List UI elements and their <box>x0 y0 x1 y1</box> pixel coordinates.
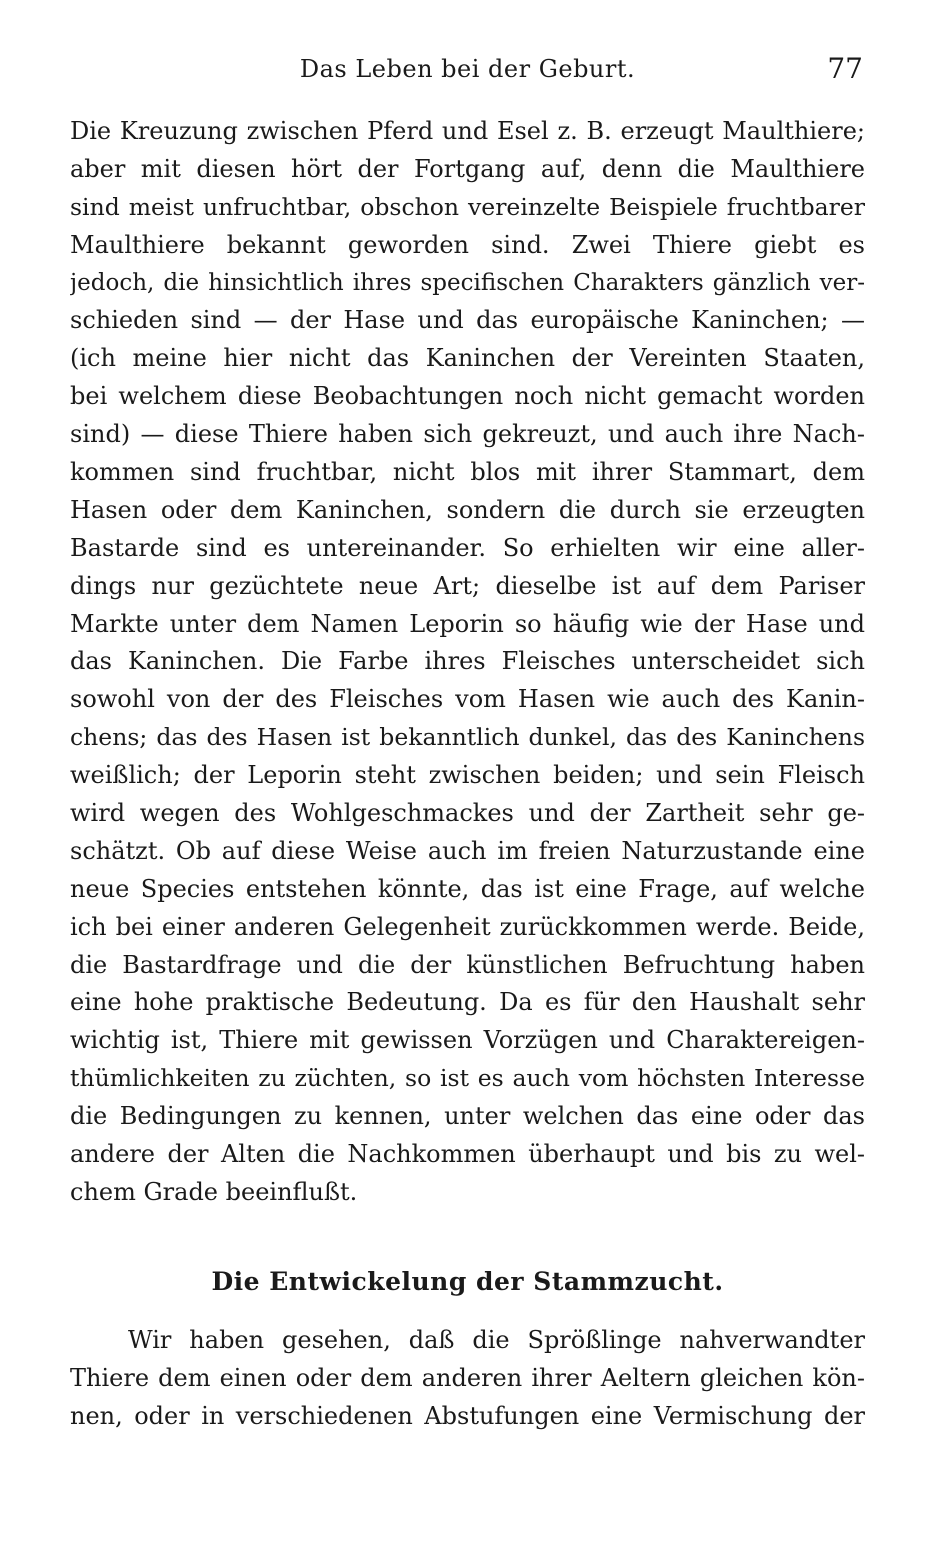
text-line: eine hohe praktische Bedeutung. Da es für den Haushalt sehr <box>70 988 865 1017</box>
text-line: sowohl von der des Fleisches vom Hasen wie auch des Kanin- <box>70 685 865 714</box>
text-line: die Bedingungen zu kennen, unter welchen das eine oder das <box>70 1102 865 1131</box>
text-line: Die Kreuzung zwischen Pferd und Esel z. B. erzeugt Maulthiere; <box>70 117 865 145</box>
text-line: kommen sind fruchtbar, nicht blos mit ihrer Stammart, dem <box>70 458 865 487</box>
text-line: wird wegen des Wohlgeschmackes und der Zartheit sehr ge- <box>70 799 865 828</box>
text-line: wichtig ist, Thiere mit gewissen Vorzügen und Charaktereigen- <box>70 1026 865 1055</box>
text-line: Bastarde sind es untereinander. So erhielten wir eine aller- <box>70 533 865 562</box>
text-line: nen, oder in verschiedenen Abstufungen eine Vermischung der <box>70 1401 865 1430</box>
page-number: 77 <box>827 52 863 85</box>
text-line: sind) — diese Thiere haben sich gekreuzt, und auch ihre Nach- <box>70 420 865 449</box>
text-line: dings nur gezüchtete neue Art; dieselbe ist auf dem Pariser <box>70 571 865 600</box>
text-line: Hasen oder dem Kaninchen, sondern die durch sie erzeugten <box>70 495 865 524</box>
text-line: andere der Alten die Nachkommen überhaupt und bis zu wel- <box>70 1140 865 1169</box>
text-line: bei welchem diese Beobachtungen noch nicht gemacht worden <box>70 382 865 411</box>
section-heading: Die Entwickelung der Stammzucht. <box>211 1267 724 1296</box>
text-line: chem Grade beeinflußt. <box>70 1177 358 1206</box>
text-line: jedoch, die hinsichtlich ihres specifischen Charakters gänzlich ver- <box>70 269 865 296</box>
paragraph-inbreeding <box>70 1322 865 1436</box>
text-line: schieden sind — der Hase und das europäische Kaninchen; — <box>70 306 865 335</box>
text-line: sind meist unfruchtbar, obschon vereinzelte Beispiele fruchtbarer <box>70 192 865 221</box>
text-line: das Kaninchen. Die Farbe ihres Fleisches unterscheidet sich <box>70 647 865 676</box>
text-line: chens; das des Hasen ist bekanntlich dunkel, das des Kaninchens <box>70 723 865 752</box>
text-line: Maulthiere bekannt geworden sind. Zwei Thiere giebt es <box>70 230 865 259</box>
running-title: Das Leben bei der Geburt. <box>299 55 636 83</box>
text-line: Wir haben gesehen, daß die Sprößlinge nahverwandter <box>128 1326 865 1354</box>
running-header <box>70 52 865 86</box>
text-line: aber mit diesen hört der Fortgang auf, denn die Maulthiere <box>70 154 865 183</box>
text-line: Thiere dem einen oder dem anderen ihrer Aeltern gleichen kön- <box>70 1363 865 1392</box>
text-line: neue Species entstehen könnte, das ist eine Frage, auf welche <box>70 874 865 903</box>
paragraph-bastard-crossing <box>70 113 865 1212</box>
text-line: die Bastardfrage und die der künstlichen Befruchtung haben <box>70 950 865 979</box>
text-line: weißlich; der Leporin steht zwischen beiden; und sein Fleisch <box>70 761 865 790</box>
text-line: thümlichkeiten zu züchten, so ist es auch vom höchsten Interesse <box>70 1064 865 1093</box>
text-line: schätzt. Ob auf diese Weise auch im freien Naturzustande eine <box>70 836 865 865</box>
text-line: Markte unter dem Namen Leporin so häufig wie der Hase und <box>70 609 865 638</box>
text-line: (ich meine hier nicht das Kaninchen der Vereinten Staaten, <box>70 344 865 373</box>
text-line: ich bei einer anderen Gelegenheit zurückkommen werde. Beide, <box>70 912 865 941</box>
